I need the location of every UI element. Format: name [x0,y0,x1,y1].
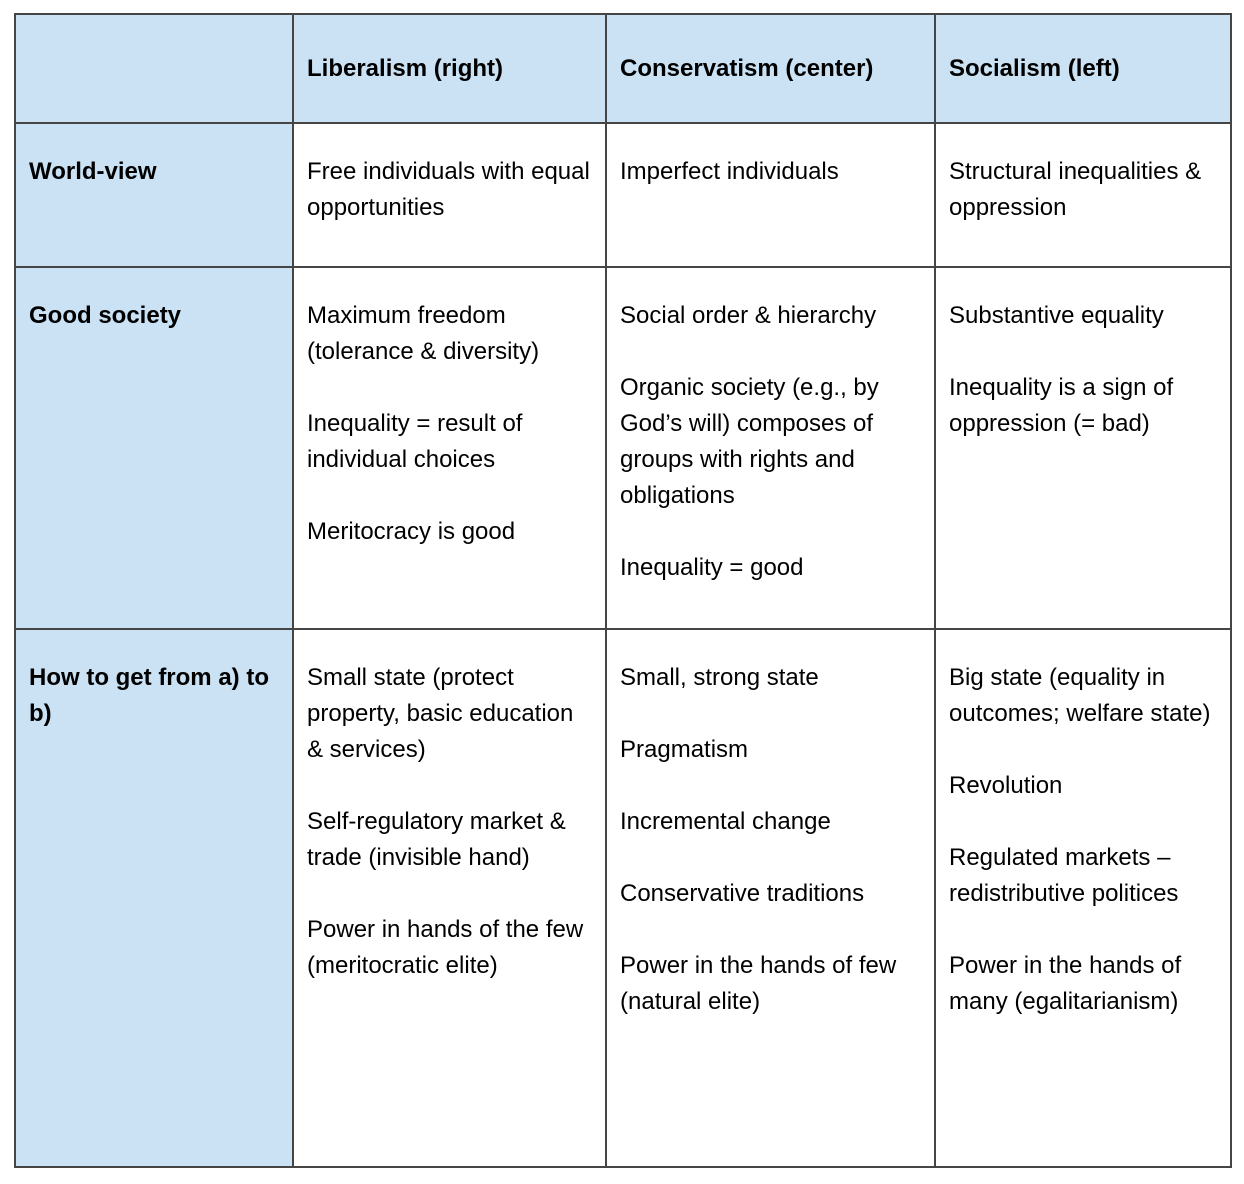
cell-paragraph: Maximum freedom (tolerance & diversity) [307,302,540,365]
cell-good-society-liberalism [293,267,606,629]
cell-paragraph: Revolution [949,772,1063,799]
cell-paragraph: Power in hands of the few (meritocratic elite) [307,916,584,979]
cell-how-to-get-socialism [935,629,1231,1167]
cell-good-society-conservatism [606,267,935,629]
cell-paragraph: Power in the hands of many (egalitarianism) [949,952,1182,1015]
cell-world-view-socialism [935,123,1231,267]
cell-paragraph: Incremental change [620,808,831,835]
header-row [15,14,1231,123]
column-header-liberalism: Liberalism (right) [293,14,606,123]
cell-paragraph: Substantive equality [949,302,1164,329]
cell-how-to-get-liberalism [293,629,606,1167]
table-row-world-view [15,123,1231,267]
corner-header-cell [15,14,293,123]
cell-paragraph: Small state (protect property, basic education & services) [307,664,574,763]
cell-paragraph: Pragmatism [620,736,749,763]
cell-paragraph: Big state (equality in outcomes; welfare state) [949,664,1211,727]
cell-paragraph: Meritocracy is good [307,518,516,545]
cell-paragraph: Structural inequalities & oppression [949,158,1202,221]
cell-paragraph: Self-regulatory market & trade (invisible hand) [307,808,566,871]
cell-paragraph: Social order & hierarchy [620,302,877,329]
cell-paragraph: Imperfect individuals [620,158,839,185]
cell-good-society-socialism [935,267,1231,629]
table-row-good-society [15,267,1231,629]
cell-paragraph: Inequality = result of individual choices [307,410,523,473]
cell-paragraph: Inequality is a sign of oppression (= bad) [949,374,1174,437]
cell-paragraph: Regulated markets – redistributive politices [949,844,1179,907]
cell-paragraph: Conservative traditions [620,880,865,907]
row-header-world-view: World-view [15,123,293,267]
cell-world-view-conservatism [606,123,935,267]
comparison-table-container [14,13,1232,1168]
ideologies-comparison-table [14,13,1232,1168]
cell-paragraph: Inequality = good [620,554,804,581]
row-header-how-to-get: How to get from a) to b) [15,629,293,1167]
column-header-socialism: Socialism (left) [935,14,1231,123]
row-header-good-society: Good society [15,267,293,629]
cell-paragraph: Free individuals with equal opportunities [307,158,590,221]
column-header-conservatism: Conservatism (center) [606,14,935,123]
table-row-how-to-get [15,629,1231,1167]
cell-paragraph: Organic society (e.g., by God’s will) composes of groups with rights and obligations [620,374,879,509]
cell-world-view-liberalism [293,123,606,267]
cell-paragraph: Small, strong state [620,664,819,691]
cell-paragraph: Power in the hands of few (natural elite) [620,952,897,1015]
cell-how-to-get-conservatism [606,629,935,1167]
